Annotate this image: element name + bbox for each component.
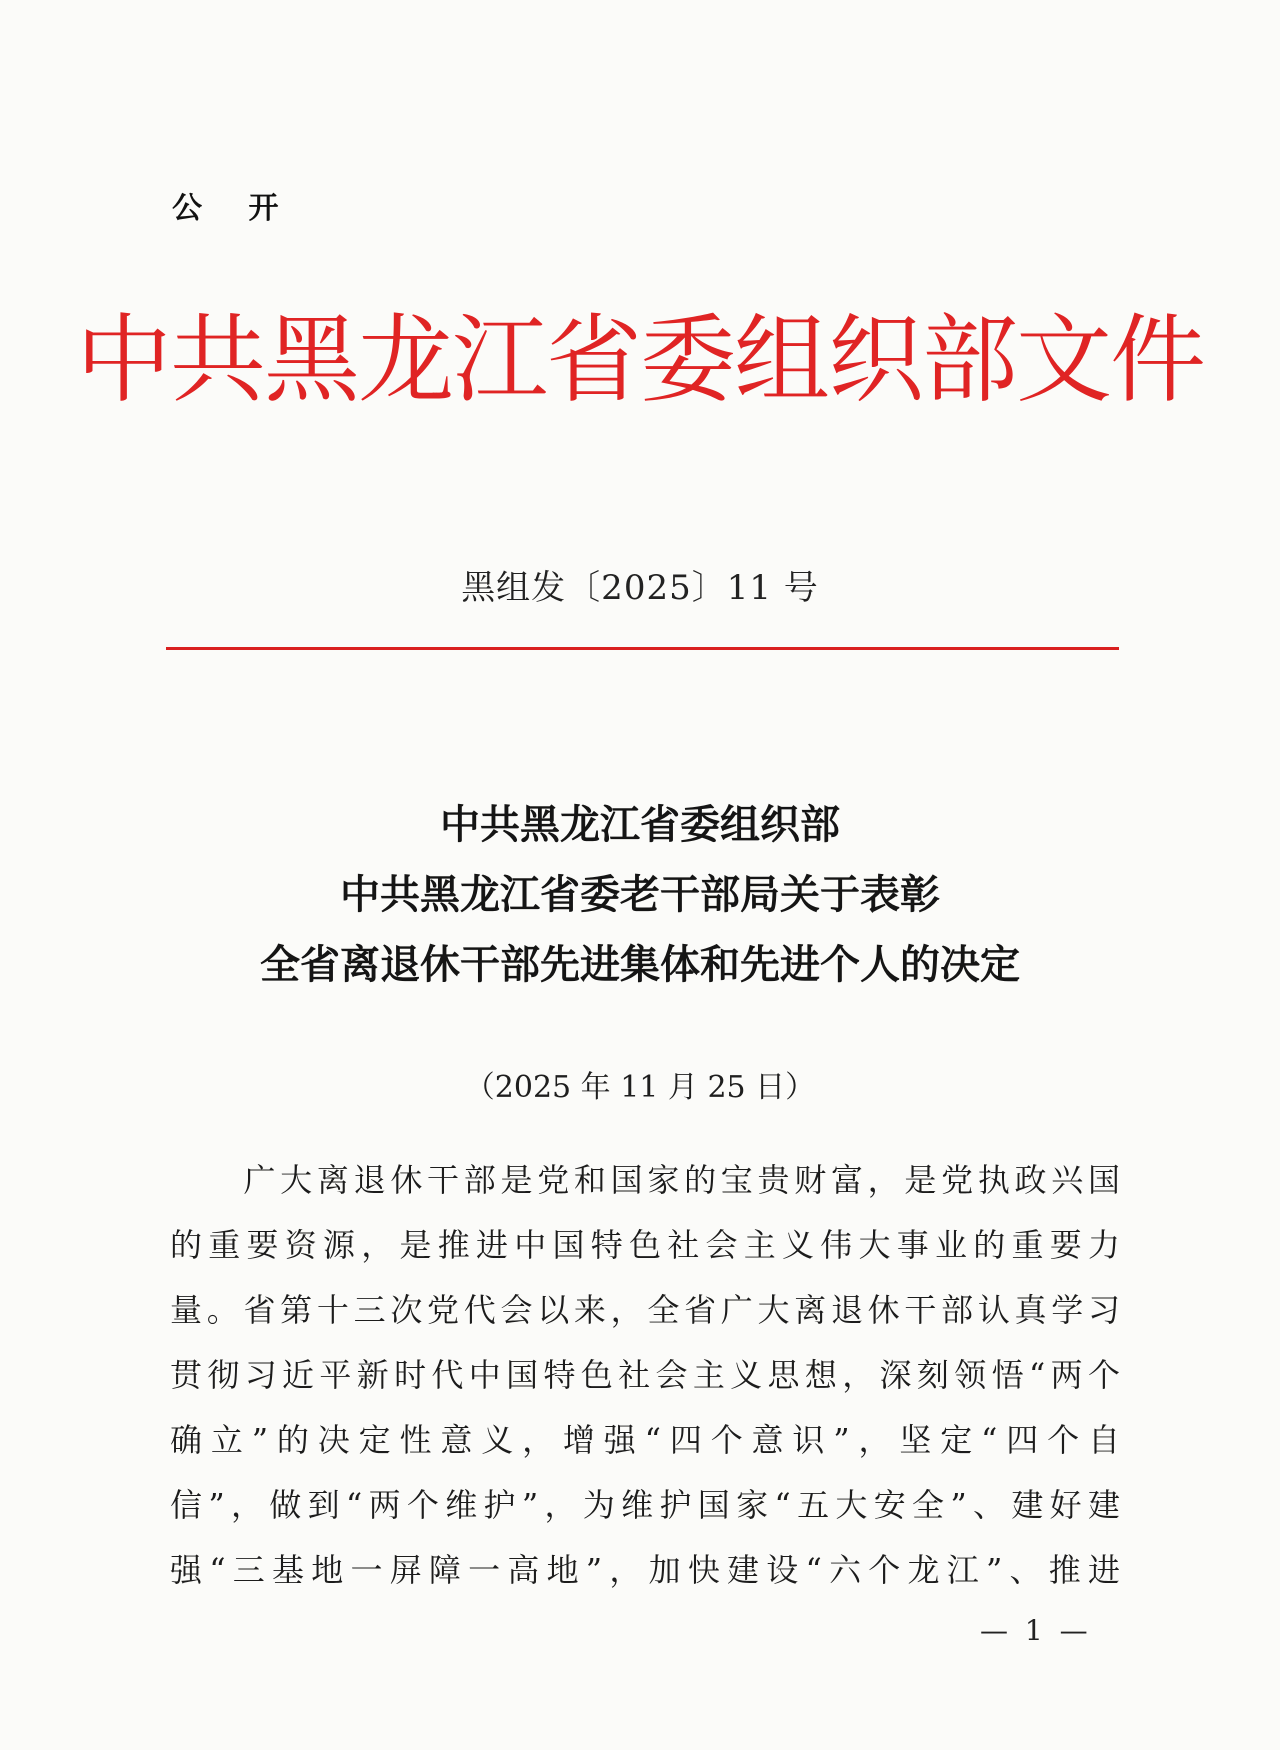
body-line: 强“三基地一屏障一高地”，加快建设“六个龙江”、推进 bbox=[170, 1551, 1120, 1589]
body-line: 贯彻习近平新时代中国特色社会主义思想，深刻领悟“两个 bbox=[170, 1356, 1120, 1394]
title-line: 全省离退休干部先进集体和先进个人的决定 bbox=[260, 942, 1020, 988]
document-title bbox=[0, 790, 1280, 1000]
document-masthead: 中共黑龙江省委组织部文件 bbox=[76, 304, 1204, 416]
body-paragraph bbox=[170, 1148, 1120, 1603]
body-line: 信”，做到“两个维护”，为维护国家“五大安全”、建好建 bbox=[170, 1486, 1120, 1524]
title-line: 中共黑龙江省委老干部局关于表彰 bbox=[340, 872, 940, 918]
body-line: 的重要资源，是推进中国特色社会主义伟大事业的重要力 bbox=[170, 1226, 1120, 1264]
title-line: 中共黑龙江省委组织部 bbox=[440, 802, 840, 848]
page-number: — 1 — bbox=[980, 1614, 1092, 1647]
body-line: 广大离退休干部是党和国家的宝贵财富，是党执政兴国 bbox=[170, 1161, 1120, 1199]
classification-label: 公 开 bbox=[172, 191, 297, 226]
body-line: 量。省第十三次党代会以来，全省广大离退休干部认真学习 bbox=[170, 1291, 1120, 1329]
body-line: 确立”的决定性意义，增强“四个意识”，坚定“四个自 bbox=[170, 1421, 1120, 1459]
document-number: 黑组发〔2025〕11 号 bbox=[461, 568, 819, 608]
red-divider-line bbox=[166, 647, 1119, 650]
document-date: （2025 年 11 月 25 日） bbox=[464, 1070, 816, 1105]
